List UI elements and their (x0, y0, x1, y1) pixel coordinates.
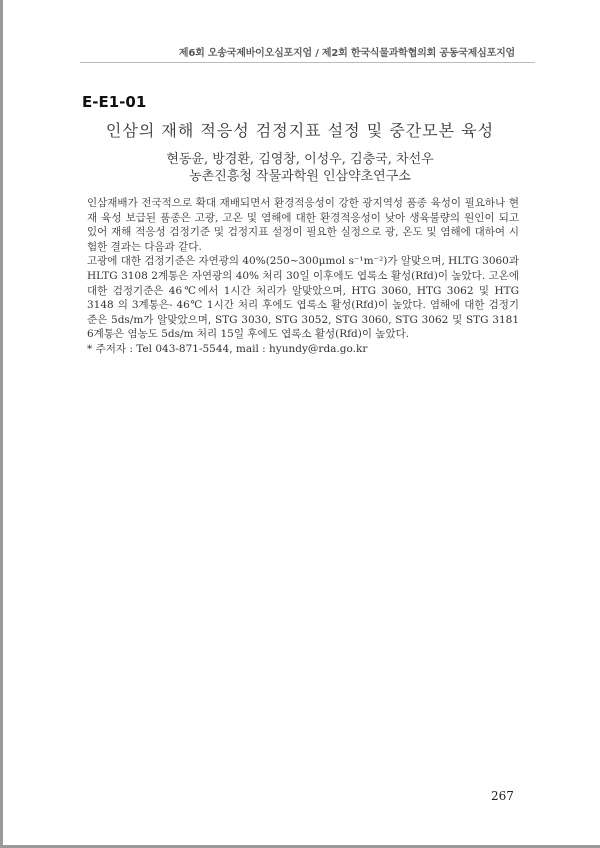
author-list: 현동윤, 방경환, 김영창, 이성우, 김충국, 차선우 (166, 152, 434, 167)
paragraph-results: 고광에 대한 검정기준은 자연광의 40%(250~300μmol s⁻¹m⁻²)가 알맞으며, HLTG 3060과 HLTG 3108 2계통은 자연광의 40% 처리 30일 이후에도 엽록소 활성(Rfd)이 높았다. 고온에 대한 검정기준은 46℃에서 1시간 처리가 알맞았으며, HTG 3060, HTG 3062 및 HTG 3148 의 3계통은- 46℃ 1시간 처리 후에도 엽록소 활성(Rfd)이 높았다. 염해에 대한 검정기준은 5ds/m가 알맞았으며, STG 3030, STG 3052, STG 3060, STG 3062 및 STG 3181 6계통은 염농도 5ds/m 처리 15일 후에도 엽록소 활성(Rfd)이 높았다. (87, 255, 520, 341)
paragraph-intro: 인삼재배가 전국적으로 확대 재배되면서 환경적응성이 강한 광지역성 품종 육성이 필요하나 현재 육성 보급된 품종은 고광, 고온 및 염해에 대한 환경적응성이 낮아 생육불량의 원인이 되고 있어 재해 적응성 검정기준 및 검정지표 설정이 필요한 실정으로 광, 온도 및 염해에 대하여 시험한 결과는 다음과 같다. (87, 197, 519, 253)
header-divider (80, 62, 535, 63)
corresponding-author-note: * 주저자 : Tel 043-871-5544, mail : hyundy@rda.go.kr (87, 342, 368, 355)
affiliation: 농촌진흥청 작물과학원 인삼약초연구소 (189, 169, 411, 184)
author-block (0, 151, 600, 185)
abstract-body (87, 196, 519, 357)
page-number: 267 (491, 789, 514, 803)
running-header: 제6회 오송국제바이오심포지엄 / 제2회 한국식물과학협의회 공동국제심포지엄 (178, 48, 515, 59)
paper-title: 인삼의 재해 적응성 검정지표 설정 및 중간모본 육성 (105, 121, 495, 140)
paper-code: E-E1-01 (82, 93, 147, 111)
